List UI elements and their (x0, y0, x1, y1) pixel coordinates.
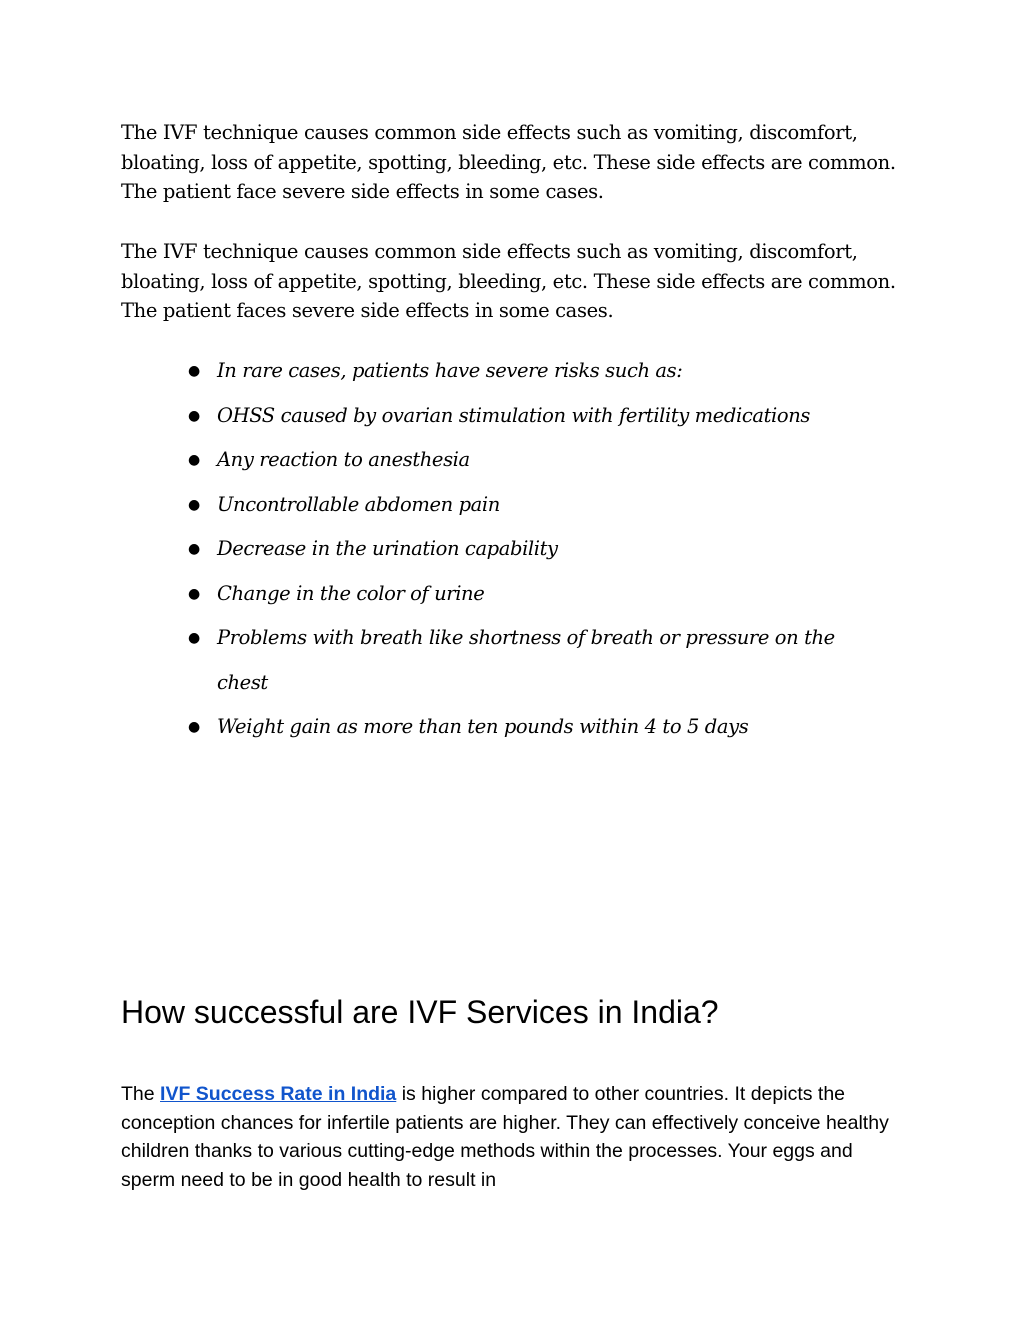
list-item-text: Problems with breath like shortness of breath or pressure on the chest (217, 626, 835, 694)
list-item (0, 349, 877, 394)
list-item (0, 705, 877, 750)
bullet-icon: ● (188, 363, 200, 379)
list-item-text: OHSS caused by ovarian stimulation with fertility medications (217, 403, 810, 427)
intro-prefix: The (121, 1083, 161, 1105)
section-heading: How successful are IVF Services in India? (121, 994, 719, 1030)
list-item-text: Change in the color of urine (217, 581, 485, 605)
list-item (0, 438, 877, 483)
intro-rest: is higher compared to other countries. It depicts the conception chances for infertile patients are higher. They can effectively conceive healthy children thanks to various cutting-edge methods within the processes. Your eggs and sperm need to be in good health to result in (121, 1083, 889, 1192)
list-item-text: Uncontrollable abdomen pain (217, 492, 500, 516)
list-item-text: Decrease in the urination capability (217, 537, 558, 560)
list-item (0, 527, 877, 572)
list-item (0, 394, 877, 439)
bullet-icon: ● (188, 719, 200, 735)
severe-risks-list (0, 349, 1024, 750)
success-rate-paragraph (121, 1080, 911, 1195)
list-item-text: Any reaction to anesthesia (217, 448, 470, 471)
bullet-icon: ● (188, 452, 200, 468)
side-effects-paragraph-2: The IVF technique causes common side effects such as vomiting, discomfort, bloating, loss of appetite, spotting, bleeding, etc. These side effects are common. The patient faces severe side effects in some cases. (121, 240, 896, 322)
ivf-success-rate-link[interactable]: IVF Success Rate in India (160, 1083, 397, 1105)
list-item-text: In rare cases, patients have severe risks such as: (217, 359, 683, 382)
bullet-icon: ● (188, 496, 200, 513)
bullet-icon: ● (188, 585, 200, 602)
bullet-icon: ● (188, 407, 200, 424)
list-item (0, 572, 877, 617)
list-item (0, 616, 877, 705)
bullet-icon: ● (188, 630, 200, 646)
list-item (0, 483, 877, 528)
list-item-text: Weight gain as more than ten pounds within 4 to 5 days (217, 715, 749, 738)
side-effects-paragraph-1: The IVF technique causes common side effects such as vomiting, discomfort, bloating, loss of appetite, spotting, bleeding, etc. These side effects are common. The patient face severe side effects in some cases. (121, 121, 896, 203)
bullet-icon: ● (188, 541, 200, 557)
